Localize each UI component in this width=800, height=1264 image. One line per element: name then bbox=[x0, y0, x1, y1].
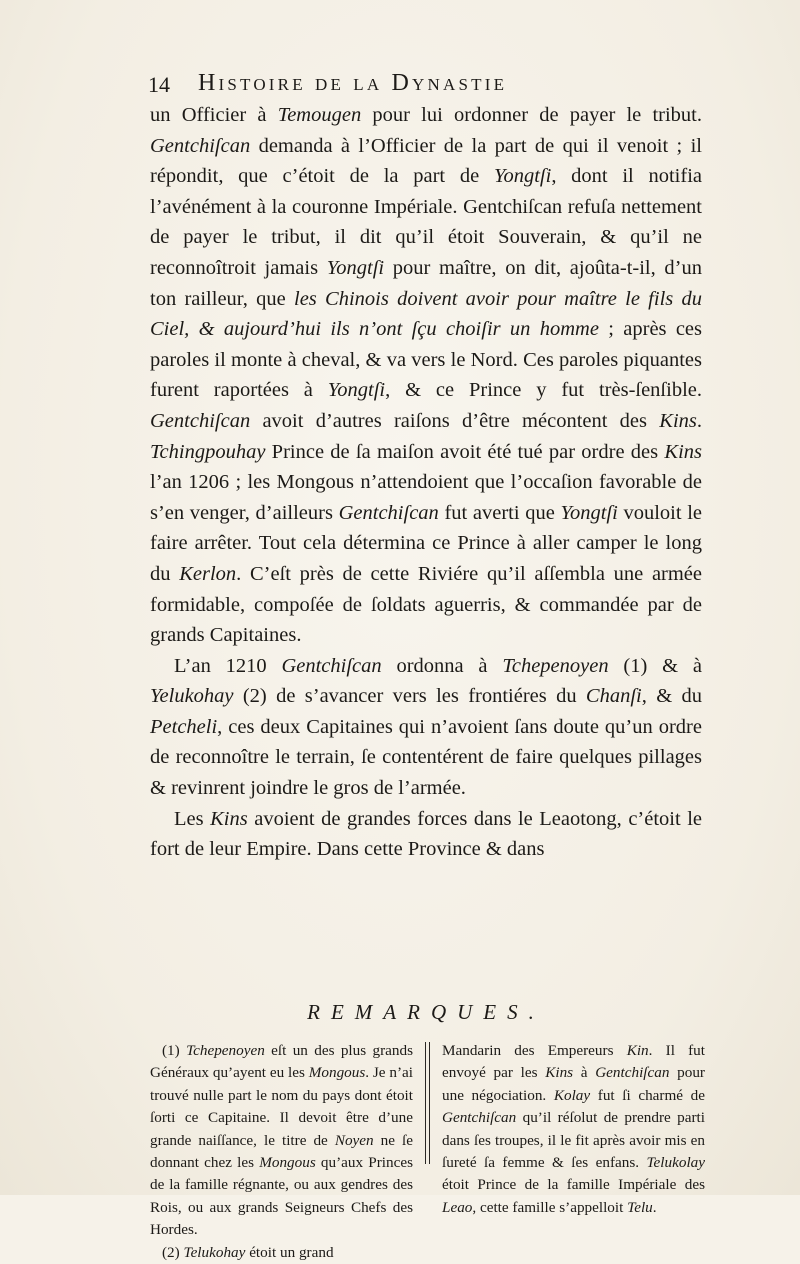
footnotes-left-column bbox=[150, 1040, 413, 1264]
page-number: 14 bbox=[148, 72, 170, 97]
body-paragraph-1: un Officier à Temougen pour lui ordonner de payer le tribut. Gentchiſcan demanda à l’Officier de la part de qui il venoit ; il répondit, que c’étoit de la part de Yongtſi, dont il notifia l’avénément à la couronne Impériale. Gentchiſcan refuſa nettement de payer le tribut, il dit qu’il étoit Souverain, & qu’il ne reconnoîtroit jamais Yongtſi pour maître, on dit, ajoûta-t-il, d’un ton railleur, que les Chinois doivent avoir pour maître le fils du Ciel, & aujourd’hui ils n’ont ſçu choiſir un homme ; après ces paroles il monte à cheval, & va vers le Nord. Ces paroles piquantes furent raportées à Yongtſi, & ce Prince y fut très-ſenſible. Gentchiſcan avoit d’autres raiſons d’être mécontent des Kins. Tchingpouhay Prince de ſa maiſon avoit été tué par ordre des Kins l’an 1206 ; les Mongous n’attendoient que l’occaſion favorable de s’en venger, d’ailleurs Gentchiſcan fut averti que Yongtſi vouloit le faire arrêter. Tout cela détermina ce Prince à aller camper le long du Kerlon. C’eſt près de cette Riviére qu’il aſſembla une armée formidable, compoſée de ſoldats aguerris, & commandée par de grands Capitaines. bbox=[150, 104, 703, 647]
running-title: Histoire de la Dynastie bbox=[198, 70, 508, 96]
body-paragraph-3: Les Kins avoient de grandes forces dans le Leaotong, c’étoit le fort de leur Empire. Dans cette Province & dans bbox=[150, 807, 702, 861]
footnote-1: (1) Tchepenoyen eſt un des plus grands Généraux qu’ayent eu les Mongous. Je n’ai trouvé nulle part le nom du pays dont étoit ſorti ce Capitaine. Il devoit être d’une grande naiſſance, le titre de Noyen ne ſe donnant chez les Mongous qu’aux Princes de la famille régnante, ou aux gendres des Rois, ou aux grands Seigneurs Chefs des Hordes. bbox=[150, 1042, 414, 1239]
footnote-2-continued: Mandarin des Empereurs Kin. Il fut envoyé par les Kins à Gentchiſcan pour une négociation. Kolay fut ſi charmé de Gentchiſcan qu’il réſolut de prendre parti dans ſes troupes, il le fit après avoir mis en ſureté ſa femme & ſes enfans. Telukolay étoit Prince de la famille Impériale des Leao, cette famille s’appelloit Telu. bbox=[442, 1042, 705, 1216]
column-divider-rule bbox=[425, 1042, 426, 1164]
footnotes bbox=[150, 1040, 705, 1261]
remarques-heading: REMARQUES. bbox=[307, 1000, 545, 1024]
running-head bbox=[148, 70, 708, 102]
main-text-body bbox=[150, 100, 702, 865]
column-divider-rule bbox=[429, 1042, 430, 1164]
footnote-2-start: (2) Telukohay étoit un grand bbox=[162, 1243, 334, 1261]
body-paragraph-2: L’an 1210 Gentchiſcan ordonna à Tchepenoyen (1) & à Yelukohay (2) de s’avancer vers les frontiéres du Chanſi, & du Petcheli, ces deux Capitaines qui n’avoient ſans doute qu’un ordre de reconnoître le terrain, ſe contentérent de faire quelques pillages & revinrent joindre le gros de l’armée. bbox=[150, 654, 702, 800]
footnotes-right-column bbox=[442, 1040, 705, 1219]
